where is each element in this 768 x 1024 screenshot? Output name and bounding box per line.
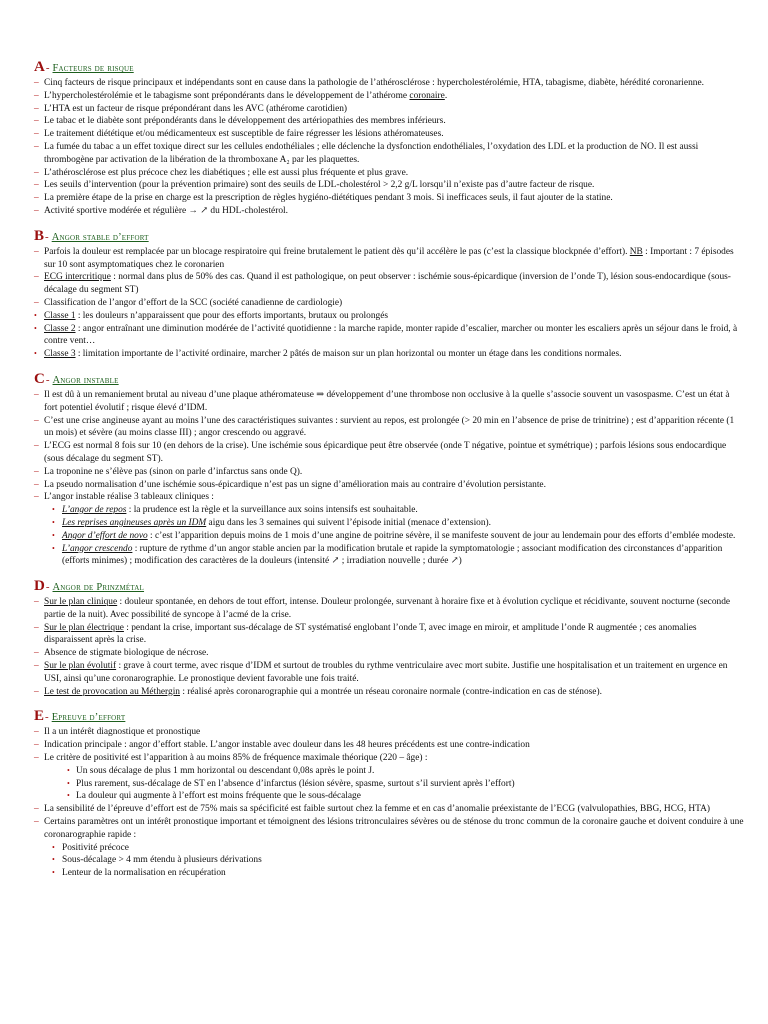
- list-item: [34, 504, 744, 517]
- bullet-icon: •: [67, 778, 70, 788]
- list-item: [34, 90, 744, 103]
- item-text: Un sous décalage de plus 1 mm horizontal ou descendant 0,08s après le point J.: [76, 765, 375, 776]
- item-text-continued: .: [444, 90, 448, 101]
- section-a: [34, 60, 744, 218]
- item-text: La troponine ne s’élève pas (sinon on parle d’infarctus sans onde Q).: [44, 466, 303, 477]
- bullet-icon: •: [67, 791, 70, 801]
- item-text: Les seuils d’intervention (pour la prévention primaire) sont des seuils de LDL-cholestérol > 2,2 g/L lorsqu’il n’existe pas d’autre facteur de risque.: [44, 180, 595, 191]
- item-text-continued: : les douleurs n’apparaissent que pour des efforts importants, brutaux ou prolongés: [75, 310, 389, 321]
- item-text: La douleur qui augmente à l’effort est moins fréquente que le sous-décalage: [76, 791, 361, 802]
- item-text-continued: : normal dans plus de 50% des cas. Quand il est pathologique, on peut observer : ischémie sous-épicardique (inversion de l’onde T), lésion sous-endocardique (sous-décalage du segment ST): [44, 272, 731, 296]
- dash-icon: –: [34, 103, 39, 114]
- section-heading: [34, 60, 744, 76]
- item-underlined-term: Sur le plan évolutif: [44, 661, 117, 672]
- bullet-icon: •: [34, 310, 37, 320]
- section-dash: -: [45, 711, 49, 724]
- list-item: [34, 491, 744, 504]
- dash-icon: –: [34, 415, 39, 426]
- list-item: [34, 790, 744, 803]
- dash-icon: –: [34, 479, 39, 490]
- list-item: [34, 816, 744, 842]
- section-heading: [34, 579, 744, 595]
- item-underlined-term: Sur le plan clinique: [44, 597, 118, 608]
- item-text: La première étape de la prise en charge est la prescription de règles hygiéno-diététiques pendant 3 mois. Si inefficaces seuls, il faut ajouter de la statine.: [44, 193, 613, 204]
- section-letter: C: [34, 370, 45, 387]
- list-item: [34, 440, 744, 466]
- item-underlined-term: coronaire: [409, 90, 445, 101]
- list-item: [34, 726, 744, 739]
- item-underlined-term: Classe 1: [44, 310, 76, 321]
- list-item: [34, 103, 744, 116]
- item-text: Il est dû à un remaniement brutal au niveau d’une plaque athéromateuse ⇒ développement d’une thrombose non occlusive à la quelle s’associe souvent un vasospasme. C’est un état à fort potentiel évolutif ; risque élevé d’IDM.: [44, 389, 730, 413]
- dash-icon: –: [34, 753, 39, 764]
- dash-icon: –: [34, 246, 39, 257]
- list-item: [34, 647, 744, 660]
- item-text: Lenteur de la normalisation en récupération: [62, 868, 226, 879]
- item-text-continued: : angor entraînant une diminution modérée de l’activité quotidienne : la marche rapide, monter rapide d’escalier, marcher ou monter les escaliers après un séjour dans le froid, à contre vent…: [44, 323, 738, 347]
- dash-icon: –: [34, 141, 39, 152]
- list-item: [34, 310, 744, 323]
- dash-icon: –: [34, 727, 39, 738]
- item-italic-term: Les reprises angineuses après un IDM: [62, 517, 207, 528]
- item-underlined-term: Classe 2: [44, 323, 76, 334]
- dash-icon: –: [34, 492, 39, 503]
- list-item: [34, 115, 744, 128]
- list-item: [34, 752, 744, 765]
- list-item: [34, 192, 744, 205]
- bullet-icon: •: [52, 505, 55, 515]
- item-text: Positivité précoce: [62, 842, 129, 853]
- list-item: [34, 517, 744, 530]
- dash-icon: –: [34, 193, 39, 204]
- section-title: Angor de Prinzmétal: [52, 582, 145, 594]
- bullet-icon: •: [52, 530, 55, 540]
- list-item: [34, 246, 744, 272]
- item-text-continued: : douleur spontanée, en dehors de tout effort, intense. Douleur prolongée, survenant à horaire fixe et à évolution cyclique et récidivante, souvent nocturne (seconde partie de la nuit). Avec possibilité de syncope à l’acmé de la crise.: [44, 597, 731, 620]
- dash-icon: –: [34, 466, 39, 477]
- item-underlined-term: Sur le plan électrique: [44, 622, 124, 633]
- item-text-continued: : c’est l’apparition depuis moins de 1 mois d’une angine de poitrine sévère, il se manifeste souvent de jour au lendemain pour des efforts d’emblée modeste.: [147, 530, 736, 541]
- item-text: La sensibilité de l’épreuve d’effort est de 75% mais sa spécificité est faible surtout chez la femme et en cas d’anomalie préexistante de l’ECG (valvulopathies, BBG, HCG, HTA): [44, 804, 711, 815]
- item-text: La fumée du tabac a un effet toxique direct sur les cellules endothéliales ; elle déclenche la dysfonction endothéliales, l’oxydation des LDL et la production de NO. Il est aussi thrombogène par activation de la libération de la thromboxane A₂ par les plaquettes.: [44, 141, 699, 165]
- section-title: Facteurs de risque: [52, 63, 134, 74]
- item-text: L’athérosclérose est plus précoce chez les diabétiques ; elle est aussi plus fréquente et plus grave.: [44, 167, 409, 178]
- dash-icon: –: [34, 661, 39, 672]
- bullet-icon: •: [52, 517, 55, 527]
- item-text: L’HTA est un facteur de risque prépondérant dans les AVC (athérome carotidien): [44, 103, 348, 114]
- section-title: Angor stable d’effort: [51, 231, 149, 243]
- section-letter: D: [34, 578, 45, 595]
- bullet-icon: •: [52, 543, 55, 553]
- section-e: [34, 709, 744, 880]
- item-text-continued: : Important : 7 épisodes sur 10 sont asymptomatiques chez le coronarien: [44, 246, 734, 270]
- item-text: L’ECG est normal 8 fois sur 10 (en dehors de la crise). Une ischémie sous épicardique peut être observée (onde T négative, pointue et symétrique) ; parfois lésions sous endocardique (sous décalage du segment ST).: [44, 441, 727, 464]
- section-b: [34, 229, 744, 361]
- section-heading: [34, 229, 744, 245]
- bullet-icon: •: [52, 868, 55, 878]
- dash-icon: –: [34, 648, 39, 659]
- dash-icon: –: [34, 78, 39, 88]
- section-dash: -: [45, 230, 49, 243]
- list-item: [34, 415, 744, 441]
- dash-icon: –: [34, 205, 39, 216]
- dash-icon: –: [34, 180, 39, 191]
- list-item: [34, 167, 744, 180]
- list-item: [34, 271, 744, 297]
- section-c: [34, 372, 744, 568]
- list-item: [34, 205, 744, 218]
- dash-icon: –: [34, 272, 39, 283]
- list-item: [34, 323, 744, 349]
- list-item: [34, 179, 744, 192]
- section-dash: -: [45, 62, 50, 74]
- section-dash: -: [45, 373, 50, 386]
- list-item: [34, 297, 744, 310]
- item-text: Le tabac et le diabète sont prépondérants dans le développement des artériopathies des membres inférieurs.: [44, 116, 446, 127]
- list-item: [34, 596, 744, 622]
- item-text: L’hypercholestérolémie et le tabagisme sont prépondérants dans le développement de l’athérome: [44, 90, 410, 101]
- section-heading: [34, 709, 744, 725]
- item-underlined-term: Le test de provocation au Méthergin: [44, 686, 180, 697]
- item-underlined-term: ECG intercritique: [44, 272, 111, 283]
- list-item: [34, 530, 744, 543]
- item-text-continued: : pendant la crise, important sus-décalage de ST systématisé englobant l’onde T, avec image en miroir, et amplitude l’onde R augmentée ; ces anomalies disparaissent après la crise.: [44, 622, 697, 646]
- item-italic-term: L’angor de repos: [62, 505, 127, 516]
- dash-icon: –: [34, 441, 39, 452]
- list-item: [34, 128, 744, 141]
- item-text: Indication principale : angor d’effort stable. L’angor instable avec douleur dans les 48 heures précédents est une contre-indication: [44, 740, 530, 751]
- list-item: [34, 622, 744, 648]
- item-text: Activité sportive modérée et régulière → ↗ du HDL-cholestérol.: [44, 205, 288, 216]
- item-text-continued: : limitation importante de l’activité ordinaire, marcher 2 pâtés de maison sur un plan horizontal ou monter un étage dans les conditions normales.: [75, 349, 622, 360]
- item-text-continued: : grave à court terme, avec risque d’IDM et surtout de troubles du rythme ventriculaire avec mort subite. Justifie une hospitalisation et un traitement en urgence en USI, ainsi qu’une coronarographie. Le pronostique devient favorable une fois traité.: [44, 661, 728, 684]
- dash-icon: –: [34, 389, 39, 400]
- dash-icon: –: [34, 597, 39, 608]
- list-item: [34, 479, 744, 492]
- item-text: Classification de l’angor d’effort de la SCC (société canadienne de cardiologie): [44, 297, 343, 308]
- section-letter: E: [34, 708, 45, 725]
- dash-icon: –: [34, 686, 39, 697]
- item-italic-term: Angor d’effort de novo: [62, 530, 148, 541]
- dash-icon: –: [34, 116, 39, 127]
- bullet-icon: •: [52, 855, 55, 865]
- list-item: [34, 543, 744, 569]
- list-item: [34, 854, 744, 867]
- item-text: Sous-décalage > 4 mm étendu à plusieurs dérivations: [62, 855, 262, 866]
- item-text: Parfois la douleur est remplacée par un blocage respiratoire qui freine brutalement le patient dès qu’il accélère le pas (c’est la classique blockpnée d’effort).: [44, 246, 630, 257]
- dash-icon: –: [34, 167, 39, 178]
- section-title: Angor instable: [52, 374, 119, 386]
- item-underlined-term: Classe 3: [44, 349, 76, 360]
- item-text: Certains paramètres ont un intérêt pronostique important et témoignent des lésions tritronculaires sévères ou de sténose du tronc commun de la coronaire gauche et doivent conduire à une coronarographie rapide :: [44, 817, 744, 840]
- list-item: [34, 660, 744, 686]
- item-text-continued: : réalisé après coronarographie qui a montrée un réseau coronaire normale (contre-indication en cas de sténose).: [179, 686, 602, 697]
- list-item: [34, 765, 744, 778]
- section-letter: A: [34, 59, 45, 75]
- list-item: [34, 686, 744, 699]
- item-text: Le traitement diététique et/ou médicamenteux est susceptible de faire régresser les lésions athéromateuses.: [44, 129, 444, 140]
- list-item: [34, 739, 744, 752]
- item-text: L’angor instable réalise 3 tableaux cliniques :: [44, 492, 214, 503]
- list-item: [34, 141, 744, 167]
- item-text-continued: : la prudence est la règle et la surveillance aux soins intensifs est souhaitable.: [126, 505, 418, 516]
- dash-icon: –: [34, 804, 39, 815]
- item-text: La pseudo normalisation d’une ischémie sous-épicardique n’est pas un signe d’amélioration mais au contraire d’évolution persistante.: [44, 479, 546, 490]
- list-item: [34, 348, 744, 361]
- section-d: [34, 579, 744, 698]
- item-italic-term: L’angor crescendo: [62, 543, 133, 554]
- item-underlined-term: NB: [629, 246, 643, 257]
- list-item: [34, 842, 744, 855]
- section-dash: -: [45, 581, 50, 594]
- list-item: [34, 778, 744, 791]
- section-title: Epreuve d’effort: [51, 712, 126, 724]
- dash-icon: –: [34, 740, 39, 751]
- list-item: [34, 389, 744, 415]
- item-text: Cinq facteurs de risque principaux et indépendants sont en cause dans la pathologie de l’athérosclérose : hypercholestérolémie, HTA, tabagisme, diabète, hérédité coronarienne.: [44, 78, 704, 88]
- dash-icon: –: [34, 817, 39, 828]
- list-item: [34, 466, 744, 479]
- item-text: Absence de stigmate biologique de nécrose.: [44, 648, 209, 659]
- item-text: Plus rarement, sus-décalage de ST en l’absence d’infarctus (lésion sévère, spasme, surtout s’il survient après l’effort): [76, 778, 515, 789]
- list-item: [34, 867, 744, 880]
- bullet-icon: •: [34, 323, 37, 333]
- list-item: [34, 77, 744, 90]
- section-letter: B: [34, 227, 45, 244]
- dash-icon: –: [34, 90, 39, 101]
- dash-icon: –: [34, 129, 39, 140]
- dash-icon: –: [34, 622, 39, 633]
- item-text: C’est une crise angineuse ayant au moins l’une des caractéristiques suivantes : survient au repos, est prolongée (> 20 min en l’absence de prise de trinitrine) ; est d’apparition récente (1 un mois) et sévère (au moins classe III) ; angor crescendo ou aggravé.: [44, 415, 735, 439]
- item-text-continued: aigu dans les 3 semaines qui suivent l’épisode initial (menace d’extension).: [206, 517, 492, 528]
- bullet-icon: •: [34, 349, 37, 359]
- bullet-icon: •: [67, 765, 70, 775]
- item-text-continued: : rupture de rythme d’un angor stable ancien par la modification brutale et rapide la symptomatologie ; associant modification des circonstances d’apparition (efforts minimes) ; modification des caractères de la douleurs (intensité ↗ ; irradiation nouvelle ; durée ↗): [62, 543, 723, 567]
- section-heading: [34, 372, 744, 388]
- item-text: Le critère de positivité est l’apparition à au moins 85% de fréquence maximale théorique (220 – âge) :: [44, 753, 428, 764]
- bullet-icon: •: [52, 842, 55, 852]
- dash-icon: –: [34, 297, 39, 308]
- item-text: Il a un intérêt diagnostique et pronostique: [44, 727, 201, 738]
- list-item: [34, 803, 744, 816]
